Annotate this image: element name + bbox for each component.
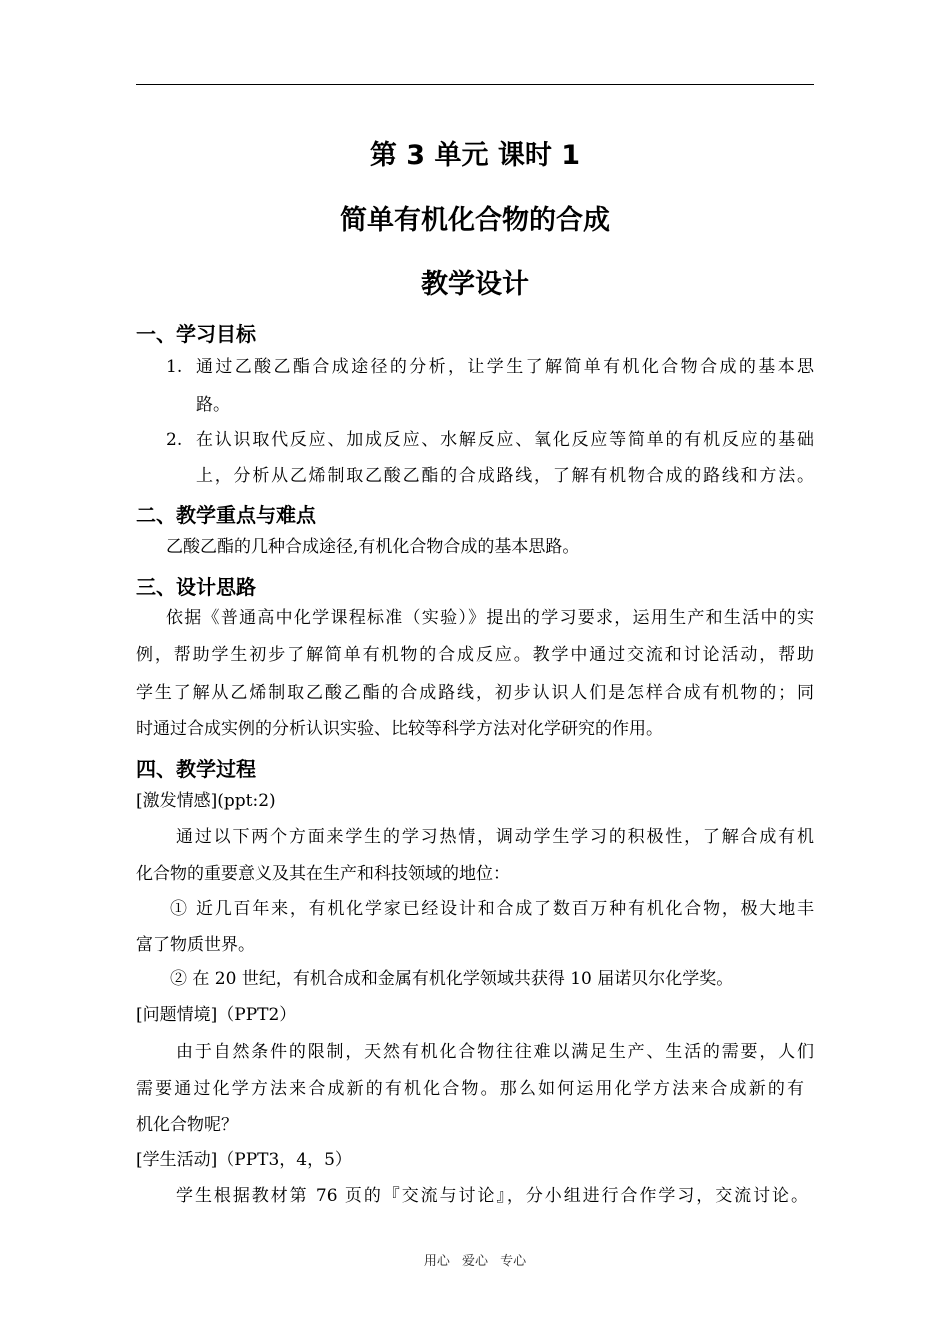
goal-2-line-1: 在认识取代反应、加成反应、水解反应、氧化反应等简单的有机反应的基础 bbox=[196, 430, 814, 450]
header-rule bbox=[136, 84, 814, 85]
process-item1-line-2: 富了物质世界。 bbox=[136, 935, 255, 955]
design-line-1: 依据《普通高中化学课程标准（实验）》提出的学习要求，运用生产和生活中的实 bbox=[166, 608, 814, 628]
process-para1-line-1: 通过以下两个方面来学生的学习热情，调动学生学习的积极性，了解合成有机 bbox=[176, 827, 814, 847]
section-heading-goals: 一、学习目标 bbox=[136, 322, 256, 346]
process-para1-line-2: 化合物的重要意义及其在生产和科技领域的地位： bbox=[136, 864, 510, 884]
design-line-2: 例，帮助学生初步了解简单有机物的合成反应。教学中通过交流和讨论活动，帮助 bbox=[136, 645, 814, 665]
process-para2-line-2: 需要通过化学方法来合成新的有机化合物。那么如何运用化学方法来合成新的有 bbox=[136, 1079, 804, 1099]
process-item2: ② 在 20 世纪，有机合成和金属有机化学领域共获得 10 届诺贝尔化学奖。 bbox=[170, 969, 734, 989]
goal-number-2: 2. bbox=[166, 430, 183, 450]
doc-title-unit: 第 3 单元 课时 1 bbox=[369, 140, 581, 171]
design-line-3: 学生了解从乙烯制取乙酸乙酯的合成路线，初步认识人们是怎样合成有机物的；同 bbox=[136, 683, 814, 703]
doc-title-topic: 简单有机化合物的合成 bbox=[340, 205, 610, 236]
process-tag-problem: [问题情境]（PPT2） bbox=[136, 1005, 297, 1025]
section-heading-key-points: 二、教学重点与难点 bbox=[136, 503, 316, 527]
key-points-text: 乙酸乙酯的几种合成途径,有机化合物合成的基本思路。 bbox=[166, 537, 580, 557]
doc-title-type: 教学设计 bbox=[421, 269, 529, 300]
process-item1-line-1: ① 近几百年来，有机化学家已经设计和合成了数百万种有机化合物，极大地丰 bbox=[170, 899, 814, 919]
goal-1-line-2: 路。 bbox=[196, 395, 230, 415]
goal-number-1: 1. bbox=[166, 357, 183, 377]
section-heading-design: 三、设计思路 bbox=[136, 575, 256, 599]
section-heading-process: 四、教学过程 bbox=[136, 757, 256, 781]
process-para3-line-1: 学生根据教材第 76 页的『交流与讨论』，分小组进行合作学习，交流讨论。 bbox=[176, 1186, 808, 1206]
goal-1-line-1: 通过乙酸乙酯合成途径的分析，让学生了解简单有机化合物合成的基本思 bbox=[196, 357, 814, 377]
process-tag-activity: [学生活动]（PPT3，4，5） bbox=[136, 1150, 352, 1170]
design-line-4: 时通过合成实例的分析认识实验、比较等科学方法对化学研究的作用。 bbox=[136, 719, 663, 739]
process-para2-line-3: 机化合物呢？ bbox=[136, 1115, 238, 1135]
process-para2-line-1: 由于自然条件的限制，天然有机化合物往往难以满足生产、生活的需要，人们 bbox=[176, 1042, 814, 1062]
goal-2-line-2: 上，分析从乙烯制取乙酸乙酯的合成路线，了解有机物合成的路线和方法。 bbox=[196, 466, 814, 486]
process-tag-emotion: [激发情感](ppt:2) bbox=[136, 791, 276, 811]
page-footer: 用心 爱心 专心 bbox=[423, 1254, 527, 1269]
